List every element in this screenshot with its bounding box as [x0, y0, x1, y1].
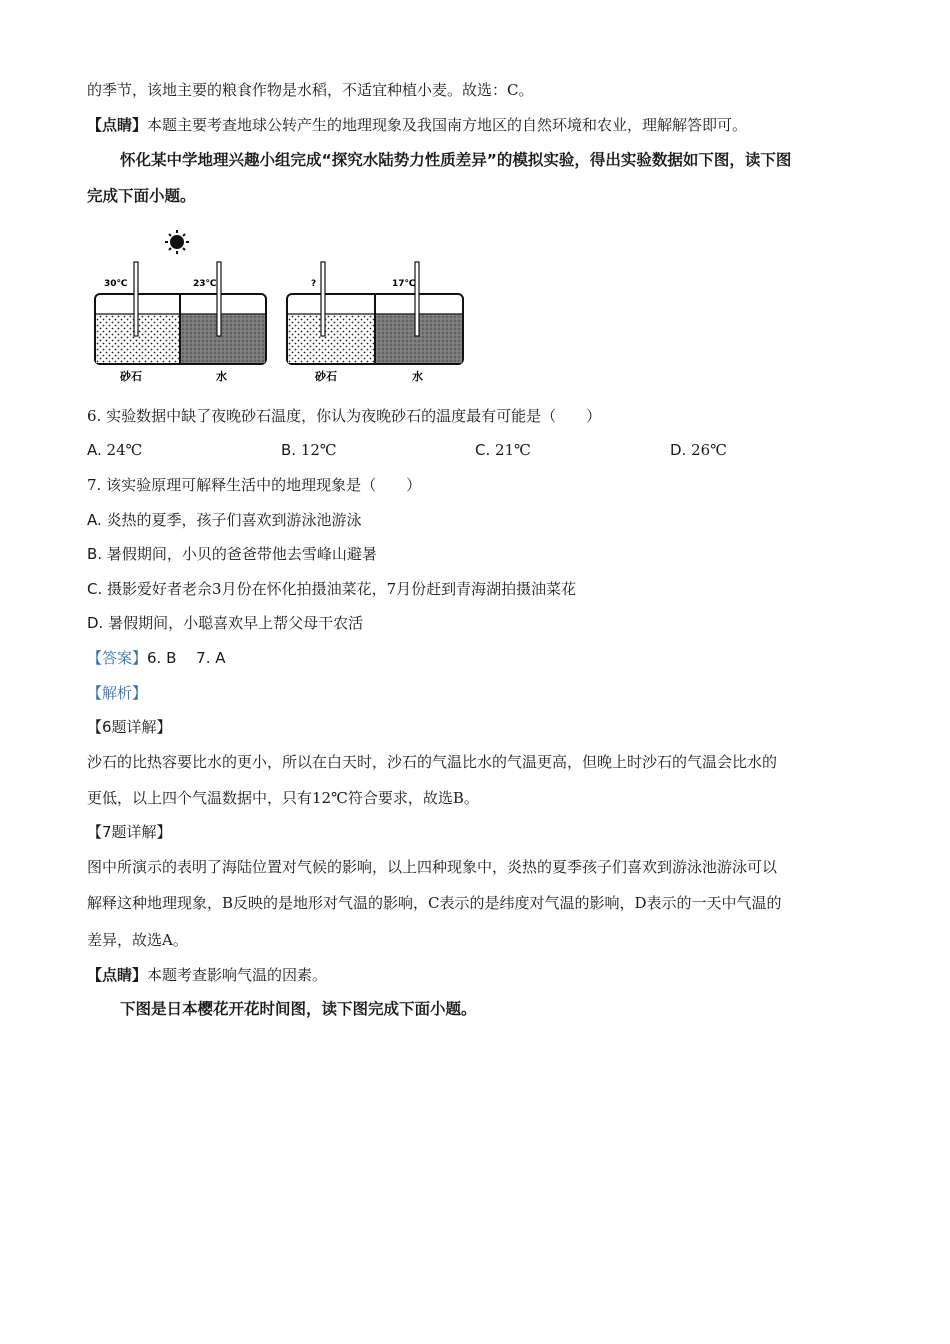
detail-7-line-3: 差异，故选A。: [87, 931, 188, 949]
night-container: [287, 262, 463, 383]
prev-dianjing: [87, 115, 747, 135]
dianjing-2: [87, 965, 327, 985]
intro-line-1: 怀化某中学地理兴趣小组完成“探究水陆势力性质差异”的模拟实验，得出实验数据如下图，读下图: [120, 151, 792, 169]
q6-option-b: [281, 440, 337, 460]
q6-option-a: [87, 440, 142, 460]
dianjing-tag: 【点睛】: [87, 116, 148, 134]
thermometer-icon: [134, 262, 138, 336]
option-label: D.: [87, 614, 104, 632]
dianjing-text: 本题主要考查地球公转产生的地理现象及我国南方地区的自然环境和农业，理解解答即可。: [147, 116, 748, 134]
question-6-stem: 6. 实验数据中缺了夜晚砂石温度，你认为夜晚砂石的温度最有可能是（ ）: [87, 407, 602, 425]
answer-text: 6. B 7. A: [147, 649, 226, 667]
detail-7-title: 【7题详解】: [87, 823, 172, 841]
thermometer-icon: [217, 262, 221, 336]
option-label: C.: [87, 580, 103, 598]
day-water-temp: 23℃: [193, 279, 217, 289]
detail-7-line-1: 图中所演示的表明了海陆位置对气候的影响，以上四种现象中，炎热的夏季孩子们喜欢到游泳池游泳可以: [87, 858, 778, 876]
day-container: [95, 262, 266, 383]
experiment-diagram: [90, 228, 470, 388]
option-value: 26℃: [691, 441, 727, 459]
sun-icon: [165, 230, 189, 254]
option-label: D.: [670, 441, 687, 459]
q7-option-b: [87, 544, 377, 564]
option-value: 12℃: [300, 441, 337, 459]
q6-option-c: [475, 440, 531, 460]
day-sand-temp: 30℃: [104, 279, 128, 289]
dianjing-text: 本题考查影响气温的因素。: [147, 966, 328, 984]
detail-7-line-2: 解释这种地理现象，B反映的是地形对气温的影响，C表示的是纬度对气温的影响，D表示的一天中气温的: [87, 894, 782, 912]
dianjing-tag: 【点睛】: [87, 966, 148, 984]
night-water-temp: 17℃: [392, 279, 416, 289]
thermometer-icon: [321, 262, 325, 336]
day-sand-label: 砂石: [120, 370, 142, 383]
answer-line: [87, 648, 226, 668]
q6-option-d: [670, 440, 727, 460]
option-text: 炎热的夏季，孩子们喜欢到游泳池游泳: [106, 511, 362, 529]
day-water-label: 水: [216, 370, 227, 383]
prev-answer-end: 的季节，该地主要的粮食作物是水稻，不适宜种植小麦。故选：C。: [87, 81, 534, 99]
option-label: A.: [87, 441, 102, 459]
option-label: A.: [87, 511, 102, 529]
night-sand-temp: ?: [311, 279, 317, 289]
q7-option-d: [87, 613, 363, 633]
option-text: 暑假期间，小贝的爸爸带他去雪峰山避暑: [106, 545, 377, 563]
next-intro: 下图是日本樱花开花时间图，读下图完成下面小题。: [120, 1000, 477, 1018]
option-label: B.: [87, 545, 103, 563]
night-sand-label: 砂石: [315, 370, 337, 383]
option-label: C.: [475, 441, 491, 459]
option-value: 21℃: [495, 441, 531, 459]
option-text: 暑假期间，小聪喜欢早上帮父母干农活: [108, 614, 364, 632]
question-7-stem: 7. 该实验原理可解释生活中的地理现象是（ ）: [87, 476, 422, 494]
detail-6-line-1: 沙石的比热容要比水的更小，所以在白天时，沙石的气温比水的气温更高，但晚上时沙石的气温会比水的: [87, 753, 778, 771]
detail-6-title: 【6题详解】: [87, 718, 172, 736]
intro-line-2: 完成下面小题。: [87, 187, 196, 205]
option-value: 24℃: [106, 441, 143, 459]
detail-6-line-2: 更低，以上四个气温数据中，只有12℃符合要求，故选B。: [87, 789, 479, 807]
option-label: B.: [281, 441, 297, 459]
night-water-label: 水: [412, 370, 423, 383]
q7-option-c: [87, 579, 576, 599]
analysis-tag: 【解析】: [87, 684, 148, 702]
option-text: 摄影爱好者老佘3月份在怀化拍摄油菜花，7月份赶到青海湖拍摄油菜花: [107, 580, 577, 598]
moon-icon: [358, 231, 369, 253]
thermometer-icon: [415, 262, 419, 336]
q7-option-a: [87, 510, 362, 530]
answer-tag: 【答案】: [87, 649, 148, 667]
